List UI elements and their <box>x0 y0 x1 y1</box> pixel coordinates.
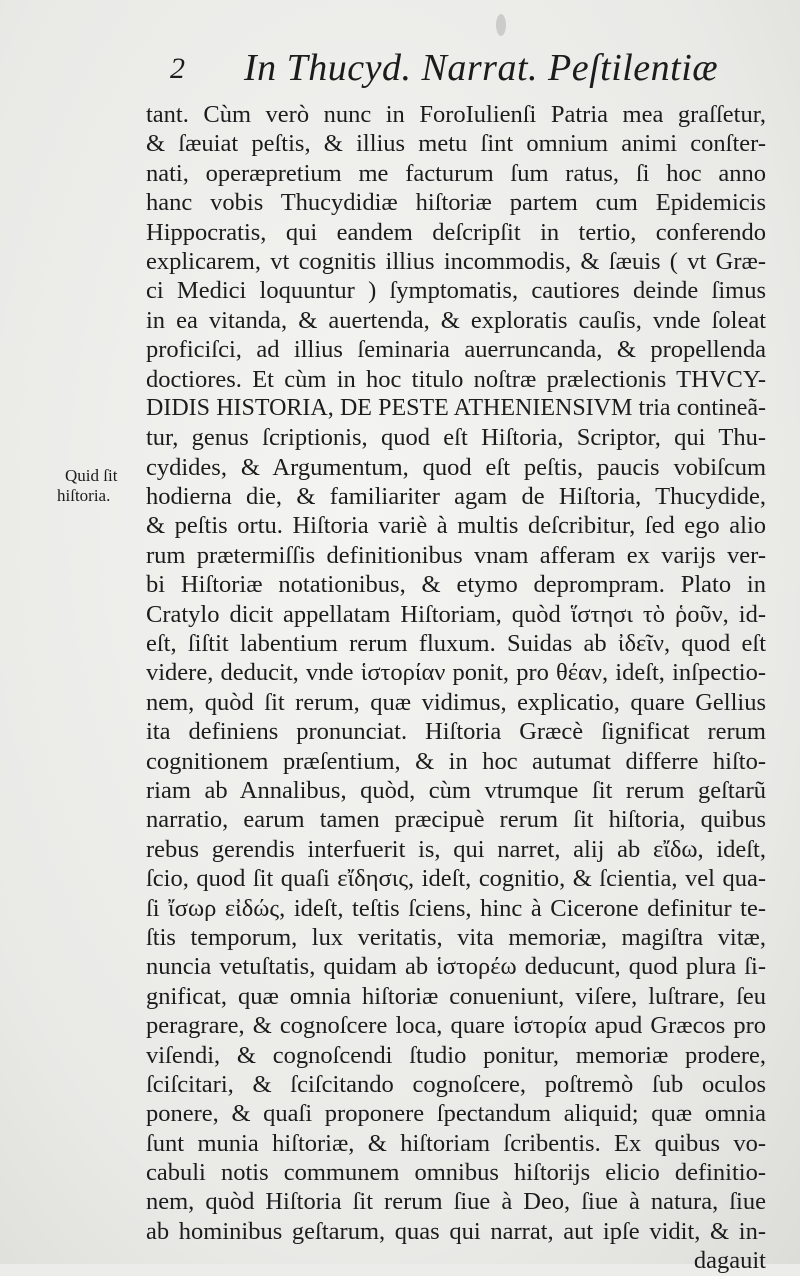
catchword: dagauit <box>693 1247 766 1275</box>
text-line: nem, quòd Hiſtoria ſit rerum ſiue à Deo, ſiue à natura, ſiue <box>146 1188 766 1216</box>
text-line: nati, operæpretium me facturum ſum ratus, ſi hoc anno <box>146 159 766 187</box>
text-line: videre, deducit, vnde ἱστορίαν ponit, pro θέαν, ideſt, inſpectio- <box>146 659 766 687</box>
text-line: ſi ἴσωρ εἰδώς, ideſt, teſtis ſciens, hinc à Cicerone definitur te- <box>146 894 766 922</box>
page-number: 2 <box>170 52 185 85</box>
marginal-note-line: hiſtoria. <box>57 486 111 505</box>
text-line: in ea vitanda, & auertenda, & exploratis cauſis, vnde ſoleat <box>146 306 766 334</box>
text-line: tant. Cùm verò nunc in ForoIulienſi Patria mea graſſetur, <box>146 101 766 128</box>
text-line: ci Medici loquuntur ) ſymptomatis, cautiores deinde ſimus <box>146 277 766 305</box>
text-line: peragrare, & cognoſcere loca, quare ἱστορία apud Græcos pro <box>146 1012 766 1040</box>
text-line: & peſtis ortu. Hiſtoria variè à multis deſcribitur, ſed ego alio <box>146 512 766 540</box>
text-line: DIDIS HISTORIA, DE PESTE ATHENIENSIVM tria contineã- <box>146 394 766 421</box>
text-line: eſt, ſiſtit labentium rerum fluxum. Suidas ab ἰδεῖν, quod eſt <box>146 630 766 658</box>
text-line: gnificat, quæ omnia hiſtoriæ conueniunt, viſere, luſtrare, ſeu <box>146 982 766 1010</box>
running-title: In Thucyd. Narrat. Peſtilentiæ <box>244 47 719 89</box>
text-line: hanc vobis Thucydidiæ hiſtoriæ partem cum Epidemicis <box>146 189 766 217</box>
text-line: cabuli notis communem omnibus hiſtorijs elicio definitio- <box>146 1159 766 1187</box>
text-line: cognitionem præſentium, & in hoc autumat differre hiſto- <box>146 747 766 775</box>
text-line: rebus gerendis interfuerit is, qui narret, alij ab εἴδω, ideſt, <box>146 835 766 863</box>
text-line: Cratylo dicit appellatam Hiſtoriam, quòd ἵστησι τὸ ῥοῦν, id- <box>146 600 766 628</box>
text-line: nuncia vetuſtatis, quidam ab ἱστορέω deducunt, quod plura ſi- <box>146 953 766 981</box>
text-line: nem, quòd ſit rerum, quæ vidimus, explicatio, quare Gellius <box>146 688 766 716</box>
text-line: cydides, & Argumentum, quod eſt peſtis, paucis vobiſcum <box>146 453 766 481</box>
body-text <box>146 100 766 1276</box>
text-line: & ſæuiat peſtis, & illius metu ſint omnium animi conſter- <box>146 130 766 158</box>
text-line: ſunt munia hiſtoriæ, & hiſtoriam ſcribentis. Ex quibus vo- <box>146 1129 766 1157</box>
text-line: ſciſcitari, & ſciſcitando cognoſcere, poſtremò ſub oculos <box>146 1070 766 1098</box>
text-line: viſendi, & cognoſcendi ſtudio ponitur, memoriæ prodere, <box>146 1041 766 1069</box>
text-line: proficiſci, ad illius ſeminaria auerruncanda, & propellenda <box>146 336 766 364</box>
text-line: explicarem, vt cognitis illius incommodis, & ſæuis ( vt Græ- <box>146 247 766 275</box>
text-line: Hippocratis, qui eandem deſcripſit in tertio, conferendo <box>146 218 766 246</box>
text-line: tur, genus ſcriptionis, quod eſt Hiſtoria, Scriptor, qui Thu- <box>146 424 766 452</box>
text-line: hodierna die, & familiariter agam de Hiſtoria, Thucydide, <box>146 483 766 511</box>
text-line: ab hominibus geſtarum, quas qui narrat, aut ipſe vidit, & in- <box>146 1217 766 1245</box>
text-line: ponere, & quaſi proponere ſpectandum aliquid; quæ omnia <box>146 1100 766 1128</box>
text-line: bi Hiſtoriæ notationibus, & etymo deprompram. Plato in <box>146 571 766 599</box>
text-line: ſcio, quod ſit quaſi εἴδησις, ideſt, cognitio, & ſcientia, vel qua- <box>146 865 766 893</box>
text-line: rum prætermiſſis definitionibus vnam afferam ex varijs ver- <box>146 541 766 569</box>
marginal-note <box>57 466 145 506</box>
text-line: doctiores. Et cùm in hoc titulo noſtræ prælectionis THVCY- <box>146 365 766 393</box>
text-line: ita definiens pronunciat. Hiſtoria Græcè ſignificat rerum <box>146 718 766 746</box>
text-line: narratio, earum tamen præcipuè rerum ſit hiſtoria, quibus <box>146 806 766 834</box>
text-line: ſtis temporum, lux veritatis, vita memoriæ, magiſtra vitæ, <box>146 923 766 951</box>
ink-blot <box>496 14 506 36</box>
text-line: riam ab Annalibus, quòd, cùm vtrumque ſit rerum geſtarũ <box>146 776 766 804</box>
marginal-note-line: Quid ſit <box>65 466 118 485</box>
page-header <box>160 44 780 94</box>
